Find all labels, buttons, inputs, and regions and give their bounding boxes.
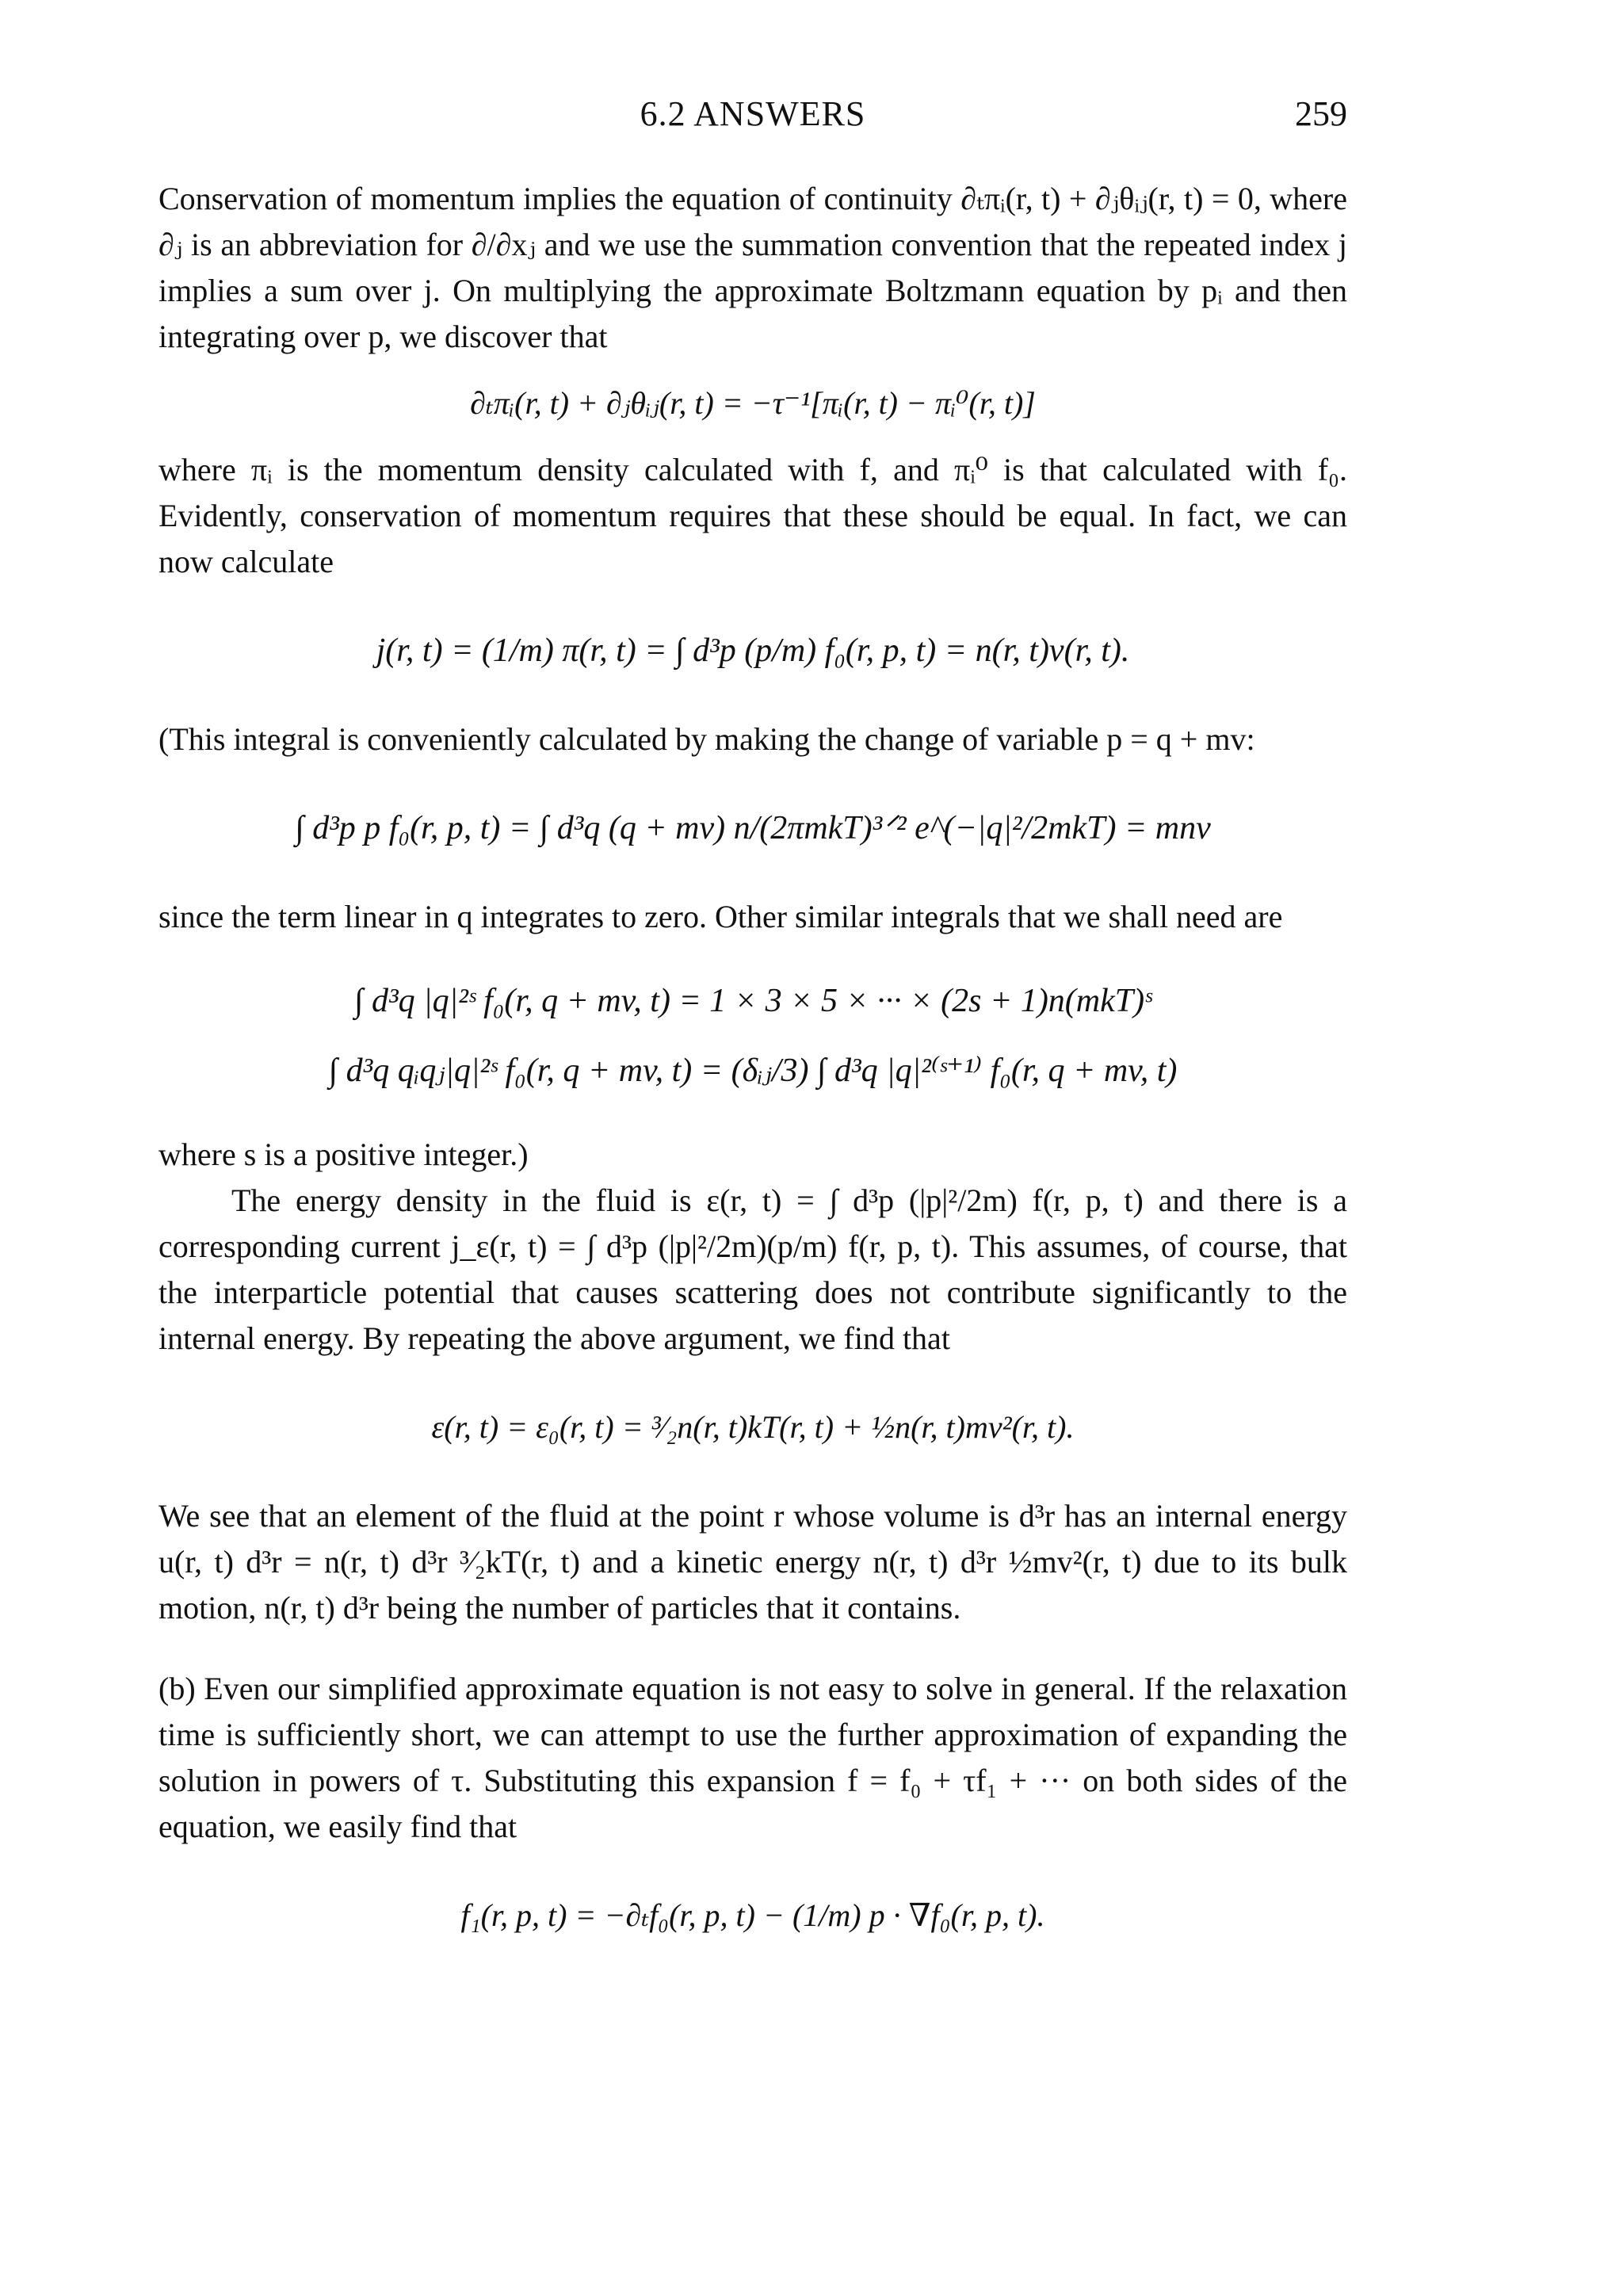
equation-first-order: f₁(r, p, t) = −∂ₜf₀(r, p, t) − (1/m) p · ∇f₀(r, p, t). <box>460 1897 1045 1933</box>
paragraph: since the term linear in q integrates to zero. Other similar integrals that we shall need are <box>158 899 1283 934</box>
paragraph: (This integral is conveniently calculated by making the change of variable p = q + mv: <box>158 721 1255 757</box>
paragraph: We see that an element of the fluid at the point r whose volume is d³r has an internal energy u(r, t) d³r = n(r, t) d³r ³⁄₂kT(r, t) and a kinetic energy n(r, t) d³r ½mv²(r, t) due to its bulk motion, n(r, t) d³r being the number of particles that it contains. <box>158 1498 1347 1626</box>
body-text <box>158 176 1347 1981</box>
paragraph: Conservation of momentum implies the equation of continuity ∂ₜπᵢ(r, t) + ∂ⱼθᵢⱼ(r, t) = 0, where ∂ⱼ is an abbreviation for ∂/∂xⱼ and we use the summation convention that the repeated index j implies a sum over j. On multiplying the approximate Boltzmann equation by pᵢ and then integrating over p, we discover that <box>158 181 1347 354</box>
equation-continuity: ∂ₜπᵢ(r, t) + ∂ⱼθᵢⱼ(r, t) = −τ⁻¹[πᵢ(r, t) − πᵢ⁰(r, t)] <box>470 385 1036 421</box>
paragraph: The energy density in the fluid is ε(r, t) = ∫ d³p (|p|²/2m) f(r, p, t) and there is a corresponding current j_ε(r, t) = ∫ d³p (|p|²/2m)(p/m) f(r, p, t). This assumes, of course, that the interparticle potential that causes scattering does not contribute significantly to the internal energy. By repeating the above argument, we find that <box>158 1182 1347 1356</box>
running-head: 6.2 ANSWERS <box>640 94 866 133</box>
equation-moment-integral: ∫ d³q |q|²ˢ f₀(r, q + mv, t) = 1 × 3 × 5 × ··· × (2s + 1)n(mkT)ˢ <box>354 983 1151 1019</box>
equation-momentum-integral: ∫ d³p p f₀(r, p, t) = ∫ d³q (q + mv) n/(2πmkT)³ᐟ² e^(−|q|²/2mkT) = mnv <box>295 810 1211 846</box>
paragraph: where πᵢ is the momentum density calculated with f, and πᵢ⁰ is that calculated with f₀. Evidently, conservation of momentum requires that these should be equal. In fact, we can now calculate <box>158 452 1347 579</box>
equation-energy-density: ε(r, t) = ε₀(r, t) = ³⁄₂n(r, t)kT(r, t) + ½n(r, t)mv²(r, t). <box>431 1409 1075 1445</box>
page-number: 259 <box>1295 94 1347 133</box>
paragraph: (b) Even our simplified approximate equation is not easy to solve in general. If the relaxation time is sufficiently short, we can attempt to use the further approximation of expanding the solution in powers of τ. Substituting this expansion f = f₀ + τf₁ + ··· on both sides of the equation, we easily find that <box>158 1671 1347 1844</box>
equation-current: j(r, t) = (1/m) π(r, t) = ∫ d³p (p/m) f₀(r, p, t) = n(r, t)v(r, t). <box>376 632 1130 669</box>
page-header <box>158 94 1347 141</box>
paragraph: where s is a positive integer.) <box>158 1137 529 1172</box>
paragraph-gap <box>158 1631 1347 1666</box>
equation-tensor-integral: ∫ d³q qᵢqⱼ|q|²ˢ f₀(r, q + mv, t) = (δᵢⱼ/3) ∫ d³q |q|²⁽ˢ⁺¹⁾ f₀(r, q + mv, t) <box>328 1052 1178 1089</box>
